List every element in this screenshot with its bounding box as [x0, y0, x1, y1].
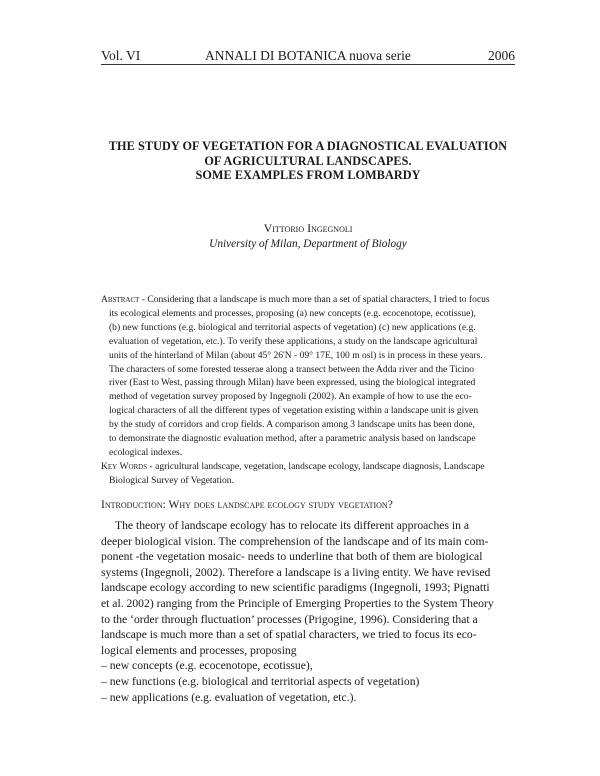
body-line: landscape ecology according to new scientific paradigms (Ingegnoli, 1993; Pignatti: [101, 581, 490, 595]
body-line: et al. 2002) ranging from the Principle of Emerging Properties to the System Theory: [101, 596, 494, 610]
abstract-line-1: [101, 293, 515, 307]
bullet-item: – new functions (e.g. biological and territorial aspects of vegetation): [101, 674, 420, 688]
abstract-line: its ecological elements and processes, proposing (a) new concepts (e.g. ecocenotope, ecotissue),: [109, 307, 476, 319]
body-line: to the ‘order through fluctuation’ processes (Prigogine, 1996). Considering that a: [101, 612, 478, 626]
author-name: Vittorio Ingegnoli: [263, 221, 353, 235]
header-rule: [101, 64, 515, 65]
abstract-line: river (East to West, passing through Milan) have been expressed, using the biological integrated: [109, 377, 476, 389]
abstract-line: evaluation of vegetation, etc.). To verify these applications, a study on the landscape agricultural: [109, 335, 478, 347]
abstract-label: Abstract: [101, 294, 140, 305]
keywords-line: Biological Survey of Vegetation.: [109, 474, 234, 486]
body-line: deeper biological vision. The comprehension of the landscape and of its main com-: [101, 534, 489, 548]
title-line-1: THE STUDY OF VEGETATION FOR A DIAGNOSTICAL EVALUATION: [108, 139, 508, 153]
abstract-line: ecological indexes.: [109, 446, 183, 458]
body-line: The theory of landscape ecology has to relocate its different approaches in a: [115, 519, 470, 532]
title-line-2: OF AGRICULTURAL LANDSCAPES.: [204, 153, 412, 168]
body-line: logical elements and processes, proposing: [101, 643, 297, 657]
body-line: systems (Ingegnoli, 2002). Therefore a landscape is a living entity. We have revised: [101, 565, 491, 579]
keywords-first-line: - agricultural landscape, vegetation, landscape ecology, landscape diagnosis, Landscape: [147, 460, 485, 472]
publication-year: 2006: [488, 48, 515, 63]
running-header: [101, 46, 515, 66]
abstract-line: to demonstrate the diagnostic evaluation method, after a parametric analysis based on landscape: [109, 433, 476, 445]
introduction-body: [101, 518, 515, 705]
abstract-line: by the study of corridors and crop fields. A comparison among 3 landscape units has been done,: [109, 419, 475, 431]
abstract-line: method of vegetation survey proposed by Ingegnoli (2002). An example of how to use the eco-: [109, 391, 472, 403]
bullet-item: – new applications (e.g. evaluation of vegetation, etc.).: [101, 690, 357, 704]
body-line: landscape is much more than a set of spatial characters, we tried to focus its eco-: [101, 628, 477, 642]
bullet-item: – new concepts (e.g. ecocenotope, ecotissue),: [101, 659, 313, 673]
abstract-line: (b) new functions (e.g. biological and territorial aspects of vegetation) (c) new applications (e.g.: [109, 321, 476, 333]
title-line-3: SOME EXAMPLES FROM LOMBARDY: [195, 168, 421, 182]
abstract-line: logical characters of all the different types of vegetation existing within a landscape unit is given: [109, 405, 479, 417]
author-affiliation: University of Milan, Department of Biology: [209, 238, 407, 250]
journal-name: ANNALI DI BOTANICA nuova serie: [205, 48, 411, 63]
abstract-first-line: - Considering that a landscape is much more than a set of spatial characters, I tried to focus: [139, 294, 490, 305]
keywords-label: Key Words: [101, 460, 148, 472]
section-heading: Introduction: Why does landscape ecology study vegetation?: [101, 499, 393, 511]
article-title: [80, 139, 536, 183]
keywords-line-1: [101, 460, 515, 474]
abstract-block: [101, 293, 515, 488]
body-line: ponent -the vegetation mosaic- needs to underline that both of them are biological: [101, 550, 483, 564]
volume-number: Vol. VI: [101, 48, 141, 63]
abstract-line: units of the hinterland of Milan (about 45° 26'N - 09° 17E, 100 m osl) is in process in these years.: [109, 349, 483, 361]
abstract-line: The characters of some forested tesserae along a transect between the Adda river and the Ticino: [109, 363, 475, 375]
